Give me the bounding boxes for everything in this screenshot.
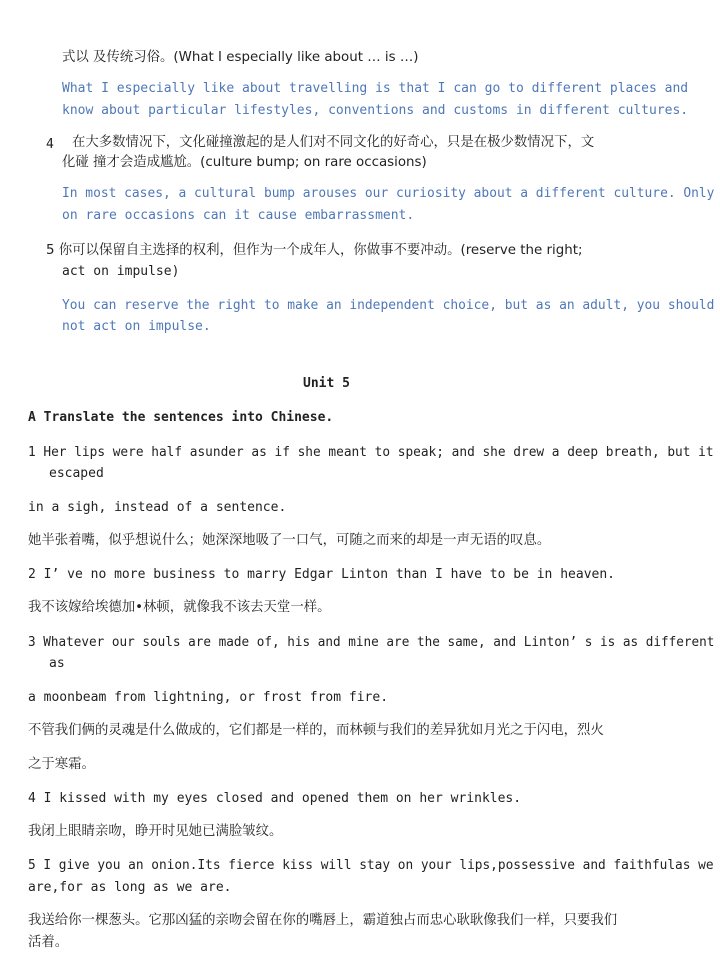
item4-prompt-line1: 在大多数情况下，文化碰撞激起的是人们对不同文化的好奇心，只是在极少数情况下，文 xyxy=(72,135,595,150)
section-heading: A Translate the sentences into Chinese. xyxy=(28,410,334,425)
item3-prompt-continuation: 式以 及传统习俗。(What I especially like about … is …) xyxy=(62,50,419,65)
item5-prompt-line2: act on impulse) xyxy=(62,264,180,279)
sentence4-english: 4 I kissed with my eyes closed and opened them on her wrinkles. xyxy=(28,791,522,806)
sentence1-line2: escaped xyxy=(49,466,104,481)
sentence5-translation-line2: 活着。 xyxy=(28,935,69,950)
item5-prompt-line1: 5 你可以保留自主选择的权利，但作为一个成年人，你做事不要冲动。(reserve the right; xyxy=(46,243,583,258)
sentence3-translation-line2: 之于寒霜。 xyxy=(28,757,95,772)
sentence1-line1: 1 Her lips were half asunder as if she meant to speak; and she drew a deep breath, but it xyxy=(28,445,714,460)
sentence3-line3: a moonbeam from lightning, or frost from fire. xyxy=(28,690,389,705)
sentence4-translation: 我闭上眼睛亲吻，睁开时见她已满脸皱纹。 xyxy=(28,824,283,839)
item4-answer-line1: In most cases, a cultural bump arouses our curiosity about a different culture. Only xyxy=(62,186,715,201)
item4-number: 4 xyxy=(46,137,54,152)
sentence5-line1: 5 I give you an onion.Its fierce kiss will stay on your lips,possessive and faithfulas we xyxy=(28,858,714,873)
sentence2-english: 2 I’ ve no more business to marry Edgar Linton than I have to be in heaven. xyxy=(28,567,615,582)
item4-answer-line2: on rare occasions can it cause embarrassment. xyxy=(62,208,415,223)
item5-answer-line2: not act on impulse. xyxy=(62,319,211,334)
item3-answer-line2: know about particular lifestyles, conventions and customs in different cultures. xyxy=(62,103,689,118)
sentence5-translation-line1: 我送给你一棵葱头。它那凶猛的亲吻会留在你的嘴唇上，霸道独占而忠心耿耿像我们一样，只要我们 xyxy=(28,913,618,928)
unit-title: Unit 5 xyxy=(303,376,350,391)
sentence1-translation: 她半张着嘴，似乎想说什么；她深深地吸了一口气，可随之而来的却是一声无语的叹息。 xyxy=(28,533,551,548)
sentence3-line1: 3 Whatever our souls are made of, his and mine are the same, and Linton’ s is as different xyxy=(28,635,715,650)
sentence2-translation: 我不该嫁给埃德加•林顿，就像我不该去天堂一样。 xyxy=(28,600,331,615)
item5-answer-line1: You can reserve the right to make an independent choice, but as an adult, you should xyxy=(62,298,715,313)
sentence3-translation-line1: 不管我们俩的灵魂是什么做成的，它们都是一样的，而林顿与我们的差异犹如月光之于闪电，烈火 xyxy=(28,723,604,738)
item3-answer-line1: What I especially like about travelling is that I can go to different places and xyxy=(62,81,689,96)
sentence5-line2: are,for as long as we are. xyxy=(28,880,232,895)
item4-prompt-line2: 化碰 撞才会造成尴尬。(culture bump; on rare occasions) xyxy=(62,155,427,170)
sentence3-line2: as xyxy=(49,656,65,671)
sentence1-line3: in a sigh, instead of a sentence. xyxy=(28,500,287,515)
